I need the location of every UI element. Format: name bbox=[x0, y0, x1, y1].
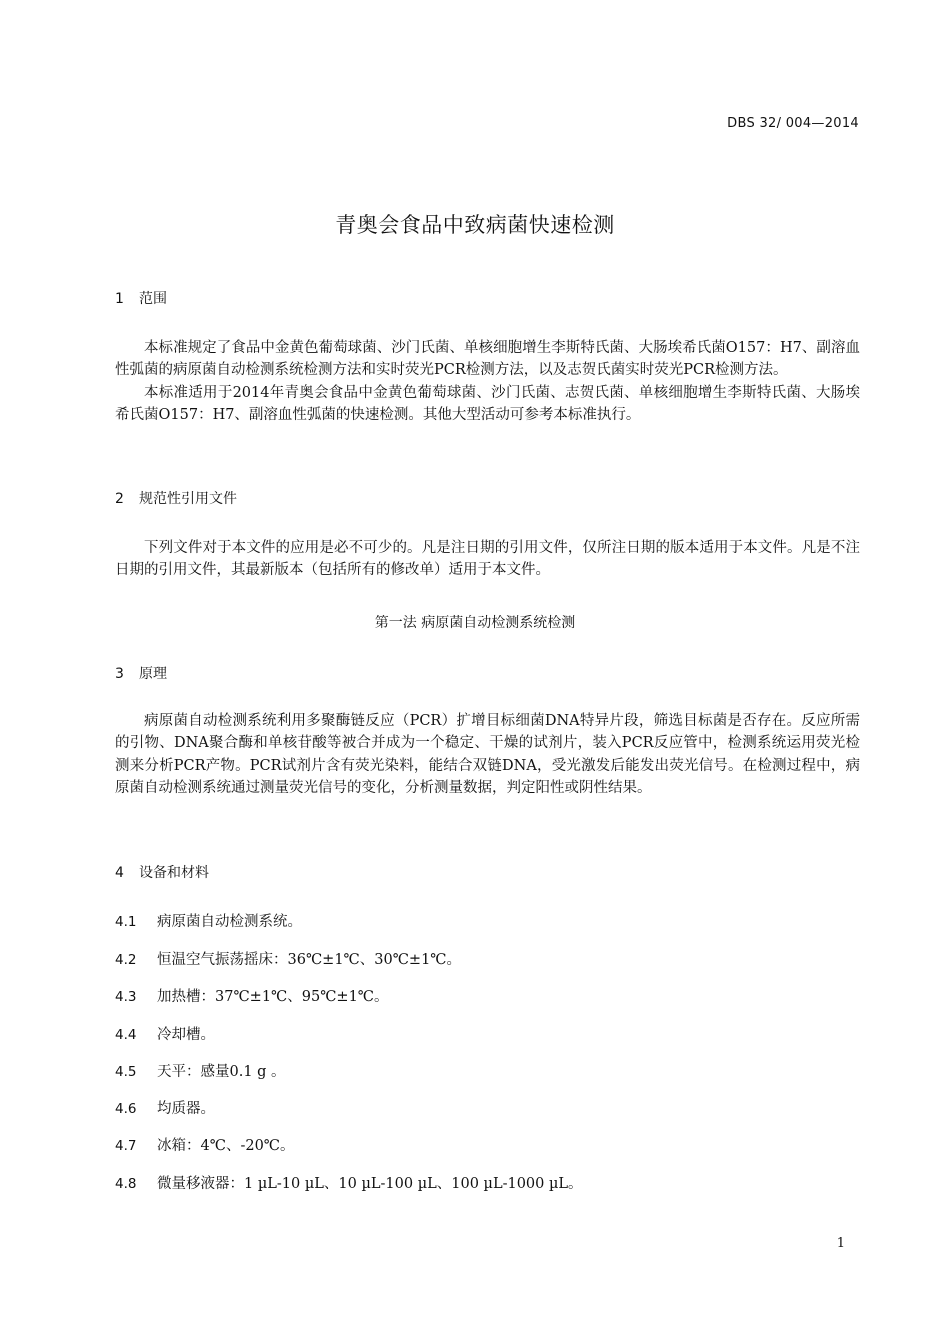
equipment-item bbox=[115, 910, 302, 931]
item-text: 恒温空气振荡摇床：36℃±1℃、30℃±1℃。 bbox=[157, 952, 462, 968]
scope-paragraph-2: 本标准适用于2014年青奥会食品中金黄色葡萄球菌、沙门氏菌、志贺氏菌、单核细胞增生李斯特氏菌、大肠埃希氏菌O157：H7、副溶血性弧菌的快速检测。其他大型活动可参考本标准执行。 bbox=[115, 384, 860, 423]
section-number: 1 bbox=[115, 291, 124, 307]
principle-paragraph bbox=[115, 710, 860, 799]
document-title: 青奥会食品中致病菌快速检测 bbox=[335, 213, 615, 237]
section-2-heading bbox=[115, 488, 237, 508]
item-text: 病原菌自动检测系统。 bbox=[157, 914, 302, 930]
item-text: 均质器。 bbox=[157, 1101, 215, 1117]
item-number: 4.8 bbox=[115, 1176, 137, 1192]
equipment-item bbox=[115, 948, 461, 969]
references-text: 下列文件对于本文件的应用是必不可少的。凡是注日期的引用文件，仅所注日期的版本适用于本文件。凡是不注日期的引用文件，其最新版本（包括所有的修改单）适用于本文件。 bbox=[115, 540, 860, 579]
references-paragraph bbox=[115, 537, 860, 582]
section-title: 原理 bbox=[139, 666, 167, 682]
section-number: 4 bbox=[115, 865, 124, 881]
scope-paragraph-1: 本标准规定了食品中金黄色葡萄球菌、沙门氏菌、单核细胞增生李斯特氏菌、大肠埃希氏菌O157：H7、副溶血性弧菌的病原菌自动检测系统检测方法和实时荧光PCR检测方法，以及志贺氏菌实时荧光PCR检测方法。 bbox=[115, 340, 860, 379]
method-one-title: 第一法 病原菌自动检测系统检测 bbox=[374, 615, 576, 631]
section-title: 范围 bbox=[139, 291, 167, 307]
section-4-heading bbox=[115, 862, 209, 882]
section-1-heading bbox=[115, 288, 167, 308]
item-text: 冰箱：4℃、-20℃。 bbox=[157, 1138, 295, 1154]
item-text: 天平：感量0.1 g 。 bbox=[157, 1064, 286, 1080]
equipment-item bbox=[115, 1060, 286, 1081]
item-number: 4.7 bbox=[115, 1138, 137, 1154]
section-title: 规范性引用文件 bbox=[139, 491, 237, 507]
section-title: 设备和材料 bbox=[139, 865, 209, 881]
item-number: 4.5 bbox=[115, 1064, 137, 1080]
item-text: 微量移液器：1 µL-10 µL、10 µL-100 µL、100 µL-1000 µL。 bbox=[157, 1176, 583, 1192]
page-number: 1 bbox=[836, 1236, 845, 1251]
item-number: 4.2 bbox=[115, 952, 137, 968]
equipment-item bbox=[115, 1097, 215, 1118]
scope-paragraphs bbox=[115, 337, 860, 426]
equipment-item bbox=[115, 985, 389, 1006]
principle-text: 病原菌自动检测系统利用多聚酶链反应（PCR）扩增目标细菌DNA特异片段，筛选目标菌是否存在。反应所需的引物、DNA聚合酶和单核苷酸等被合并成为一个稳定、干燥的试剂片，装入PCR反应管中，检测系统运用荧光检测来分析PCR产物。PCR试剂片含有荧光染料，能结合双链DNA，受光激发后能发出荧光信号。在检测过程中，病原菌自动检测系统通过测量荧光信号的变化，分析测量数据，判定阳性或阴性结果。 bbox=[115, 713, 860, 796]
section-3-heading bbox=[115, 663, 167, 683]
item-number: 4.6 bbox=[115, 1101, 137, 1117]
equipment-item bbox=[115, 1023, 215, 1044]
item-text: 加热槽：37℃±1℃、95℃±1℃。 bbox=[157, 989, 389, 1005]
section-number: 3 bbox=[115, 666, 124, 682]
section-number: 2 bbox=[115, 491, 124, 507]
item-number: 4.3 bbox=[115, 989, 137, 1005]
item-number: 4.1 bbox=[115, 914, 137, 930]
equipment-item bbox=[115, 1172, 583, 1193]
standard-code: DBS 32/ 004—2014 bbox=[727, 116, 859, 131]
equipment-item bbox=[115, 1134, 295, 1155]
item-number: 4.4 bbox=[115, 1027, 137, 1043]
item-text: 冷却槽。 bbox=[157, 1027, 215, 1043]
